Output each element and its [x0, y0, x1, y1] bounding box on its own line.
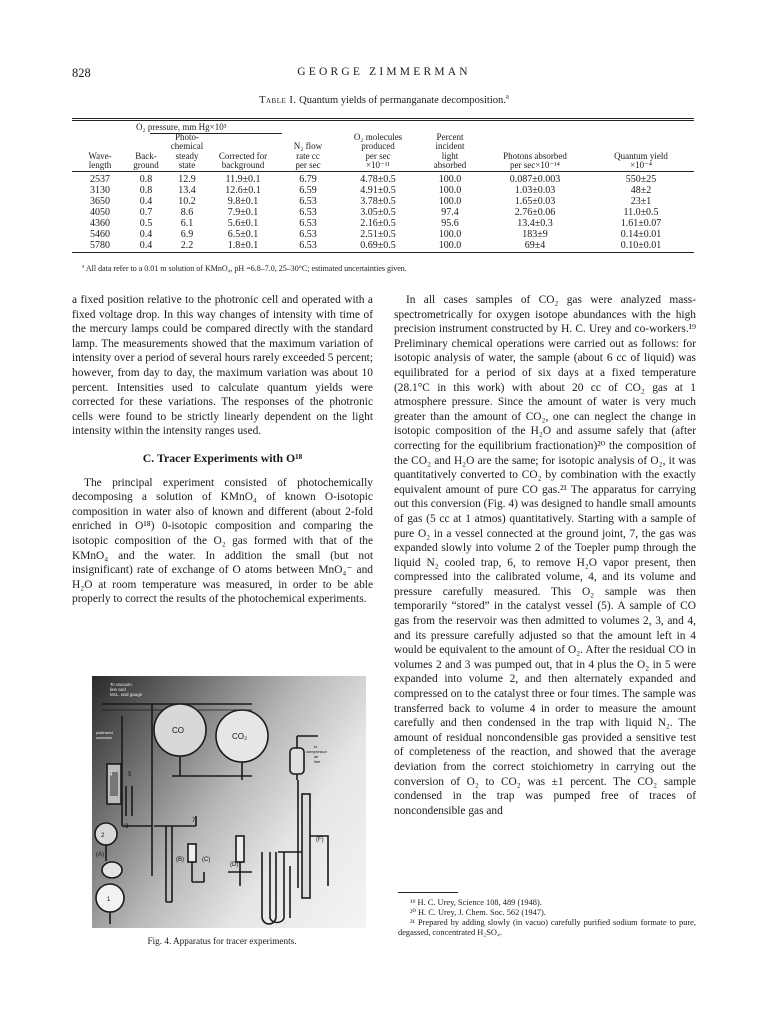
- table-cell: 6.1: [180, 217, 194, 229]
- column-header: Photo- chemical steady state: [170, 131, 204, 170]
- footnote-20: ²⁰ H. C. Urey, J. Chem. Soc. 562 (1947).: [410, 908, 546, 917]
- label-F: (F): [316, 837, 324, 843]
- label-3: 3: [125, 824, 129, 830]
- label-compressor-1: to: [314, 744, 318, 749]
- label-compressor-3: air: [314, 754, 319, 759]
- table-row: [74, 240, 694, 251]
- table-cell: 12.9: [178, 173, 196, 185]
- footnote-21: ²¹ Prepared by adding slowly (in vacuo) carefully purified sodium formate to pure, degassed, concentrated H₂SO₄.: [398, 918, 696, 937]
- group-header: O₂ pressure, mm Hg×10³: [136, 122, 227, 132]
- table-cell: 6.53: [299, 228, 317, 240]
- table-cell: 95.6: [441, 217, 459, 229]
- label-catalyst-2: asbestos: [96, 735, 113, 740]
- table-cell: 13.4: [178, 184, 196, 196]
- table-cell: 6.9: [180, 228, 194, 240]
- right-column: [394, 293, 696, 818]
- table-footnote-marker: a: [82, 263, 85, 270]
- table-cell: 100.0: [438, 195, 462, 207]
- table-cell: 6.53: [299, 206, 317, 218]
- table-cell: 6.53: [299, 217, 317, 229]
- table-row: [74, 229, 694, 240]
- table-row: [74, 218, 694, 229]
- running-title: GEORGE ZIMMERMAN: [297, 66, 471, 78]
- table-cell: 4.78±0.5: [360, 173, 396, 185]
- table-footnote-text: All data refer to a 0.01 m solution of KMnO₄, pH =6.8–7.0, 25–30°C; estimated uncertainties given.: [85, 264, 407, 273]
- table-title-text: Quantum yields of permanganate decomposition.: [299, 95, 506, 106]
- table-body: [74, 171, 694, 251]
- left-paragraph-1: a fixed position relative to the photronic cell and operated with a fixed voltage drop. In this way changes of intensity with time of the mercury lamps could be compared directly with the standard lamp. The measurements showed that the maximum variation of intensity over a period of several hours rarely exceeded 5 percent; however, from day to day, the maximum variation was about 10 percent. Intensities used to calculate quantum yields were corrected for these variations. The responses of the photronic cells were found to be strictly linearly dependent on the light intensity within the intensity ranges used.: [72, 294, 373, 438]
- table-cell: 48±2: [630, 184, 652, 196]
- table-cell: 0.4: [139, 239, 153, 251]
- table-cell: 100.0: [438, 173, 462, 185]
- table-cell: 1.65±0.03: [514, 195, 556, 207]
- label-C: (C): [202, 857, 211, 863]
- table-row: [74, 196, 694, 207]
- table-top-rule: [72, 118, 694, 119]
- table-cell: 11.0±0.5: [623, 206, 659, 218]
- table-cell: 2537: [90, 173, 110, 185]
- table-cell: 6.53: [299, 239, 317, 251]
- footnotes: [398, 898, 696, 938]
- column-header: Back- ground: [133, 150, 159, 170]
- column-header: Photons absorbed per sec×10⁻¹⁴: [503, 150, 567, 170]
- footnote-rule: [398, 892, 458, 893]
- label-vacuum-2: line and: [110, 687, 126, 692]
- table-cell: 10.2: [178, 195, 196, 207]
- label-B: (B): [176, 857, 184, 863]
- table-title: [0, 95, 768, 106]
- table-cell: 3650: [90, 195, 110, 207]
- label-catalyst-1: platinized: [96, 730, 113, 735]
- table-cell: 6.5±0.1: [227, 228, 259, 240]
- column-header: Corrected for background: [218, 150, 268, 170]
- table-title-note: a: [505, 93, 509, 101]
- section-heading: C. Tracer Experiments with O¹⁸: [142, 450, 303, 465]
- table-cell: 4360: [90, 217, 110, 229]
- table-cell: 11.9±0.1: [225, 173, 261, 185]
- table-cell: 0.7: [139, 206, 153, 218]
- table-cell: 4.91±0.5: [360, 184, 396, 196]
- table-cell: 2.2: [180, 239, 194, 251]
- label-co: CO: [172, 726, 184, 735]
- table-cell: 0.4: [139, 228, 153, 240]
- table-row: [74, 171, 694, 185]
- label-D: (D): [230, 862, 239, 868]
- table-cell: 100.0: [438, 228, 462, 240]
- label-7: 7: [192, 818, 196, 824]
- table-cell: 3.05±0.5: [360, 206, 396, 218]
- label-5: 5: [128, 772, 132, 778]
- table-header-row: [74, 133, 694, 171]
- apparatus-figure: [92, 676, 366, 928]
- column-header: Percent incident light absorbed: [433, 131, 467, 170]
- label-vacuum-1: To vacuum: [110, 682, 132, 687]
- table-title-prefix: Table I.: [259, 95, 297, 106]
- table-cell: 0.8: [139, 173, 153, 185]
- table-cell: 5780: [90, 239, 110, 251]
- column-header: Wave- length: [88, 150, 112, 170]
- table-cell: 69±4: [524, 239, 546, 251]
- table-cell: 97.4: [441, 206, 459, 218]
- table-row: [74, 207, 694, 218]
- table-cell: 12.6±0.1: [225, 184, 261, 196]
- left-paragraph-2: The principal experiment consisted of photochemically decomposing a solution of KMnO₄ of known O-isotopic composition in water also of known and different (about 2-fold enriched in O¹⁸) 0-isotopic composition and comparing the isotopic composition of the O₂ gas formed with that of the KMnO₄ and the water. In addition the small (but not insignificant) rate of exchange of O atoms between MnO₄⁻ and H₂O at room temperature was measured, in order to be able properly to correct the results of the photochemical experiments.: [72, 476, 373, 606]
- quantum-yield-table: [74, 123, 694, 251]
- label-compressor-4: line: [314, 759, 321, 764]
- table-cell: 23±1: [630, 195, 652, 207]
- table-cell: 6.53: [299, 195, 317, 207]
- table-cell: 6.59: [299, 184, 317, 196]
- label-4: 4: [109, 772, 113, 778]
- table-cell: 0.10±0.01: [620, 239, 662, 251]
- column-header: O₂ molecules produced per sec ×10⁻¹¹: [353, 131, 403, 170]
- left-column: [72, 293, 373, 607]
- figure-caption: Fig. 4. Apparatus for tracer experiments.: [147, 936, 297, 946]
- table-cell: 5460: [90, 228, 110, 240]
- right-paragraph-1: In all cases samples of CO₂ gas were analyzed mass-spectrometrically for oxygen isotope abundances with the high precision instrument constructed by H. C. Urey and co-workers.¹⁹ Preliminary chemical operations were carried out as follows: for isotopic analysis of water, the sample (about 6 cc of liquid) was equilibrated for a period of six days at a fixed temperature (28.1°C in this work) with about 20 cc of CO₂ gas at 1 atmosphere pressure. Since the amount of water is very much greater than the amount of CO₂, one can neglect the change in isotopic composition of the H₂O and assume safely that (after correcting for the equilibrium fractionation)²⁰ the composition of the CO₂ and H₂O are the same; for isotopic analysis of O₂, it was quantitatively converted to CO₂ by combination with the exactly equivalent amount of pure CO gas.²¹ The apparatus for carrying out this conversion (Fig. 4) was designed to handle small amounts of gas (5 cc at 1 atmos) quantitatively. Starting with a sample of pure O₂ in a vessel connected at the ground joint, 7, the gas was expanded slowly into volume 2 of the Toepler pump through the liquid N₂ cooled trap, 6, to remove H₂O vapor present, then compressed into the calibrated volume, 4, and its volume and pressure carefully measured. This O₂ sample was then temporarily “stored” in the catalyst vessel (5). A sample of CO gas from the reservoir was then admitted to volumes 2, 3, and 4, and its pressure carefully adjusted so that the amount left in 4 would be equivalent to the amount of O₂. After the residual CO in volumes 2 and 3 was pumped out, that in 4 plus the O₂ in 5 were expanded into volume 2, and then alternately expanded and compressed on to the catalyst three or four times. The sample was transferred back to volume 4 in order to measure the amount carefully and then condensed in the trap with liquid N₂. The amount of residual noncondensible gas provided a sensitive test of completeness of the reaction, and showed that the average deviation from the correct stoichiometry in carrying out the conversion of O₂ to CO₂ was ±1 percent. The CO₂ sample condensed in the trap was pumped free of traces of noncondensible gas and: [394, 294, 696, 817]
- table-cell: 1.61±0.07: [620, 217, 662, 229]
- table-cell: 2.16±0.5: [360, 217, 396, 229]
- table-cell: 9.8±0.1: [227, 195, 259, 207]
- table-cell: 0.69±0.5: [360, 239, 396, 251]
- table-cell: 183±9: [522, 228, 548, 240]
- table-cell: 8.6: [180, 206, 194, 218]
- table-cell: 2.51±0.5: [360, 228, 396, 240]
- table-cell: 1.03±0.03: [514, 184, 556, 196]
- table-cell: 5.6±0.1: [227, 217, 259, 229]
- table-cell: 0.14±0.01: [620, 228, 662, 240]
- table-cell: 550±25: [625, 173, 657, 185]
- table-cell: 6.79: [299, 173, 317, 185]
- table-cell: 100.0: [438, 239, 462, 251]
- table-cell: 0.8: [139, 184, 153, 196]
- column-header: Quantum yield ×10⁻⁴: [614, 150, 668, 170]
- table-cell: 3.78±0.5: [360, 195, 396, 207]
- table-cell: 0.087±0.003: [509, 173, 561, 185]
- label-vacuum-3: McL. and gauge: [110, 692, 143, 697]
- label-co2: CO₂: [232, 732, 248, 741]
- table-cell: 2.76±0.06: [514, 206, 556, 218]
- table-footnote: [82, 264, 407, 273]
- table-top-rule-2: [72, 120, 694, 121]
- table-cell: 0.4: [139, 195, 153, 207]
- table-row: [74, 185, 694, 196]
- column-header: N₂ flow rate cc per sec: [293, 141, 323, 170]
- table-cell: 13.4±0.3: [517, 217, 553, 229]
- footnote-19: ¹⁹ H. C. Urey, Science 108, 489 (1948).: [410, 898, 542, 907]
- page-number: 828: [72, 66, 91, 80]
- table-cell: 4050: [90, 206, 110, 218]
- label-compressor-2: compressor: [306, 749, 327, 754]
- label-2: 2: [101, 833, 105, 839]
- label-A: (A): [96, 852, 104, 858]
- table-cell: 7.9±0.1: [227, 206, 259, 218]
- table-cell: 3130: [90, 184, 110, 196]
- table-cell: 0.5: [139, 217, 153, 229]
- table-cell: 100.0: [438, 184, 462, 196]
- table-bottom-rule: [72, 252, 694, 253]
- label-1: 1: [107, 897, 111, 903]
- table-cell: 1.8±0.1: [227, 239, 259, 251]
- apparatus-drawing: [92, 676, 366, 928]
